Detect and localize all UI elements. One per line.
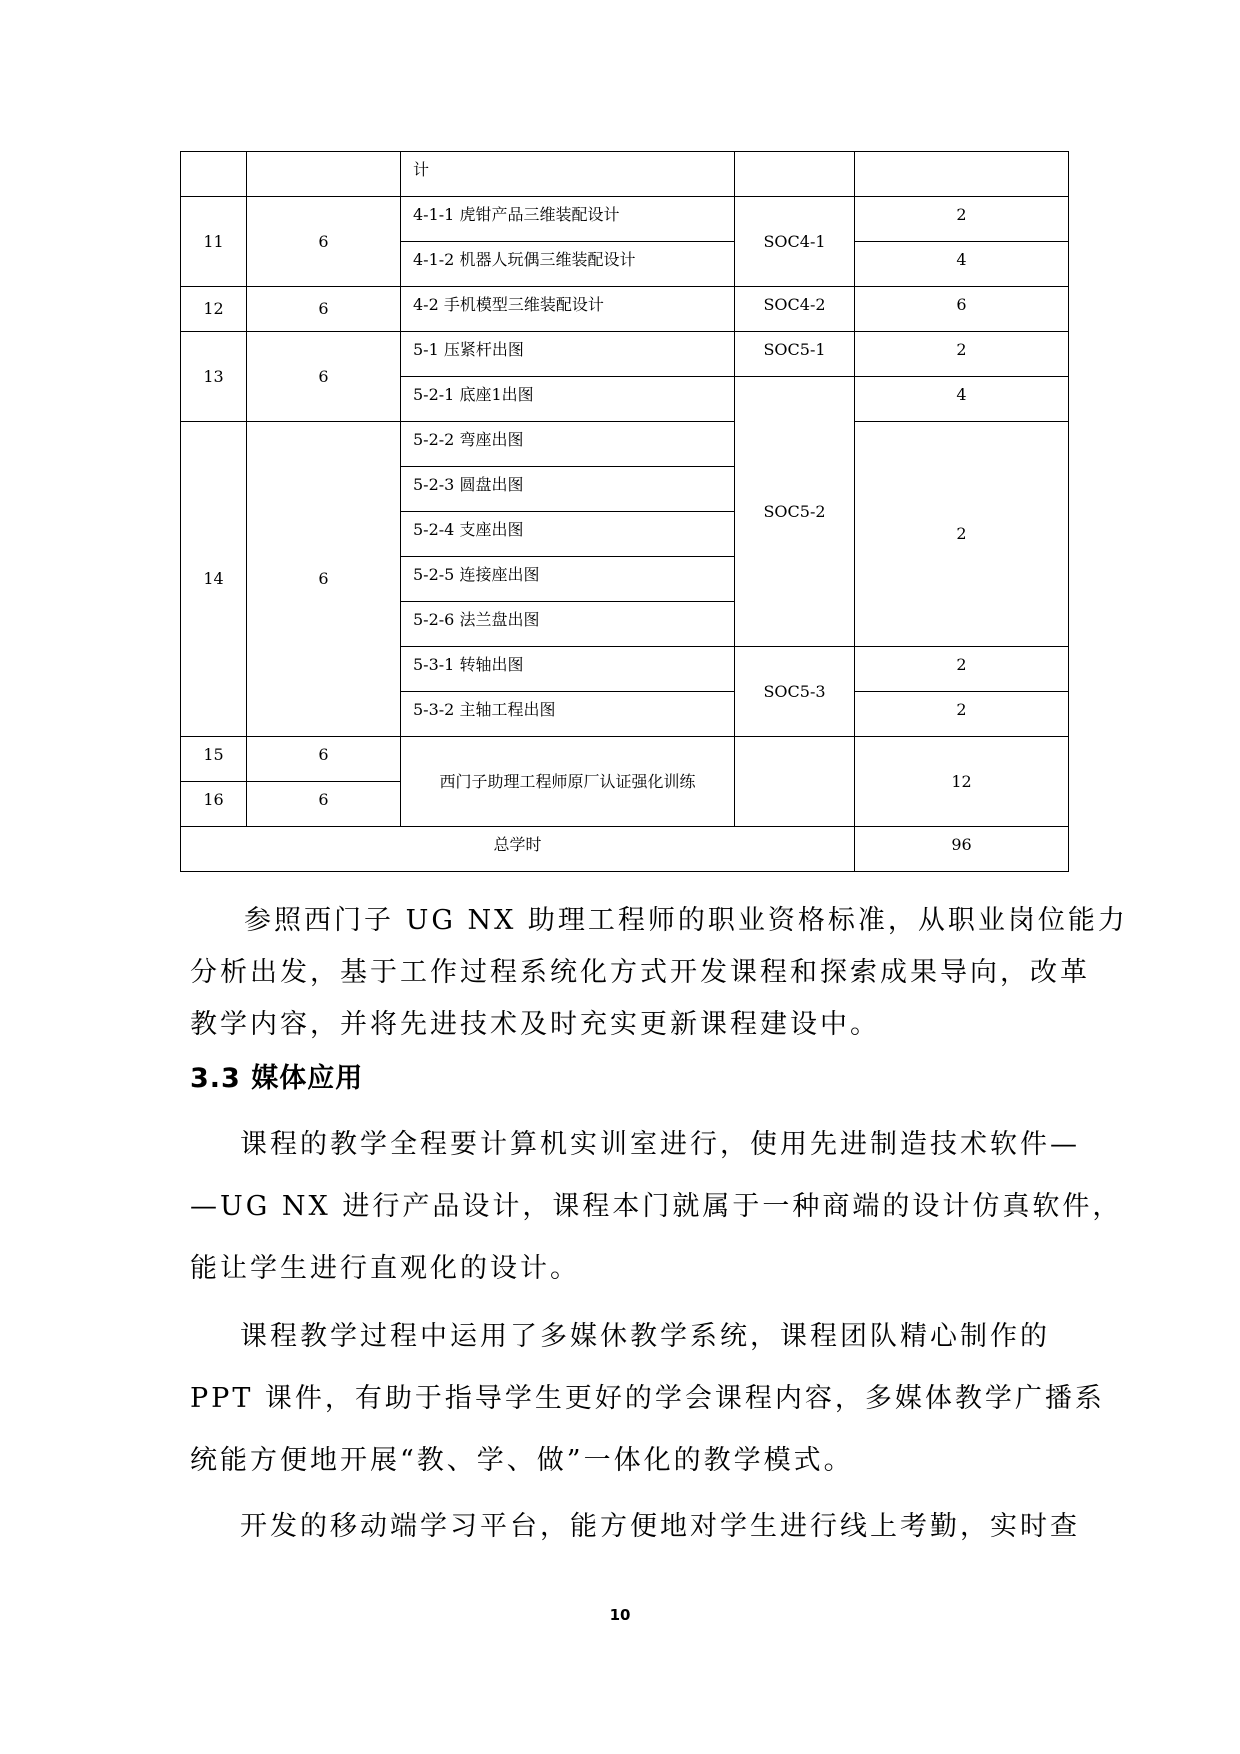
paragraph-line: 统能方便地开展“教、学、做”一体化的教学模式。: [190, 1445, 854, 1476]
table-cell-code: SOC5-3: [735, 647, 855, 737]
table-cell-week: 12: [181, 287, 247, 332]
table-cell-hours: 6: [247, 782, 401, 827]
page-number: 10: [609, 1606, 631, 1624]
table-cell-week: 14: [181, 422, 247, 737]
table-cell-code: SOC5-2: [735, 377, 855, 647]
table-cell-topic: 5-2-6 法兰盘出图: [401, 602, 735, 647]
table-cell-hours: 4: [855, 377, 1069, 422]
table-cell-hours: 6: [855, 287, 1069, 332]
table-cell-code: SOC4-1: [735, 197, 855, 287]
table-cell-topic: 5-2-1 底座1出图: [401, 377, 735, 422]
paragraph-line: 课程教学过程中运用了多媒休教学系统，课程团队精心制作的: [240, 1321, 1050, 1352]
table-cell-hours: 6: [247, 287, 401, 332]
table-cell-hours: 2: [855, 422, 1069, 647]
section-heading: 3.3 媒体应用: [190, 1063, 364, 1094]
table-row: [181, 422, 1069, 467]
table-row: [181, 332, 1069, 377]
table-cell: [181, 152, 247, 197]
table-cell-topic: 4-2 手机模型三维装配设计: [401, 287, 735, 332]
paragraph-line: —UG NX 进行产品设计，课程本门就属于一种商端的设计仿真软件，: [190, 1191, 1123, 1222]
table-cell-topic: 计: [401, 152, 735, 197]
table-cell-topic: 5-1 压紧杆出图: [401, 332, 735, 377]
paragraph-line: PPT 课件，有助于指导学生更好的学会课程内容，多媒体教学广播系: [190, 1383, 1105, 1414]
table-cell-code: SOC5-1: [735, 332, 855, 377]
paragraph-line: 课程的教学全程要计算机实训室进行，使用先进制造技术软件—: [240, 1129, 1080, 1160]
paragraph-line: 能让学生进行直观化的设计。: [190, 1253, 580, 1284]
table-cell-hours: 2: [855, 647, 1069, 692]
table-cell-topic: 4-1-1 虎钳产品三维装配设计: [401, 197, 735, 242]
paragraph-line: 开发的移动端学习平台，能方便地对学生进行线上考勤，实时查: [240, 1511, 1080, 1542]
table-cell-hours: 4: [855, 242, 1069, 287]
paragraph-line: 参照西门子 UG NX 助理工程师的职业资格标准，从职业岗位能力: [244, 905, 1128, 936]
table-row: [181, 197, 1069, 242]
table-cell-hours: 6: [247, 422, 401, 737]
total-hours-label: 总学时: [181, 827, 855, 872]
table-cell-topic: 4-1-2 机器人玩偶三维装配设计: [401, 242, 735, 287]
total-hours-value: 96: [855, 827, 1069, 872]
paragraph-line: 分析出发，基于工作过程系统化方式开发课程和探索成果导向，改革: [190, 957, 1090, 988]
table-cell-hours: 6: [247, 737, 401, 782]
table-cell: [247, 152, 401, 197]
table-row: [181, 287, 1069, 332]
table-cell-week: 11: [181, 197, 247, 287]
course-schedule-table: [180, 151, 1069, 872]
table-cell-topic: 西门子助理工程师原厂认证强化训练: [401, 737, 735, 827]
table-cell-topic: 5-3-1 转轴出图: [401, 647, 735, 692]
table-cell: [855, 152, 1069, 197]
table-row-total: [181, 827, 1069, 872]
table-cell-hours: 2: [855, 197, 1069, 242]
table-cell-topic: 5-2-3 圆盘出图: [401, 467, 735, 512]
table-row: [181, 152, 1069, 197]
table-cell-code: [735, 737, 855, 827]
table-row: [181, 737, 1069, 782]
table-cell-topic: 5-2-4 支座出图: [401, 512, 735, 557]
table-cell-hours: 12: [855, 737, 1069, 827]
table-cell-topic: 5-3-2 主轴工程出图: [401, 692, 735, 737]
table-cell-week: 16: [181, 782, 247, 827]
table-cell-hours: 6: [247, 332, 401, 422]
table-cell-topic: 5-2-5 连接座出图: [401, 557, 735, 602]
table-cell-week: 13: [181, 332, 247, 422]
paragraph-line: 教学内容，并将先进技术及时充实更新课程建设中。: [190, 1009, 880, 1040]
table-cell-code: SOC4-2: [735, 287, 855, 332]
table-cell-topic: 5-2-2 弯座出图: [401, 422, 735, 467]
table-cell-hours: 2: [855, 332, 1069, 377]
table-cell-week: 15: [181, 737, 247, 782]
table-cell-hours: 6: [247, 197, 401, 287]
table-cell: [735, 152, 855, 197]
table-cell-hours: 2: [855, 692, 1069, 737]
